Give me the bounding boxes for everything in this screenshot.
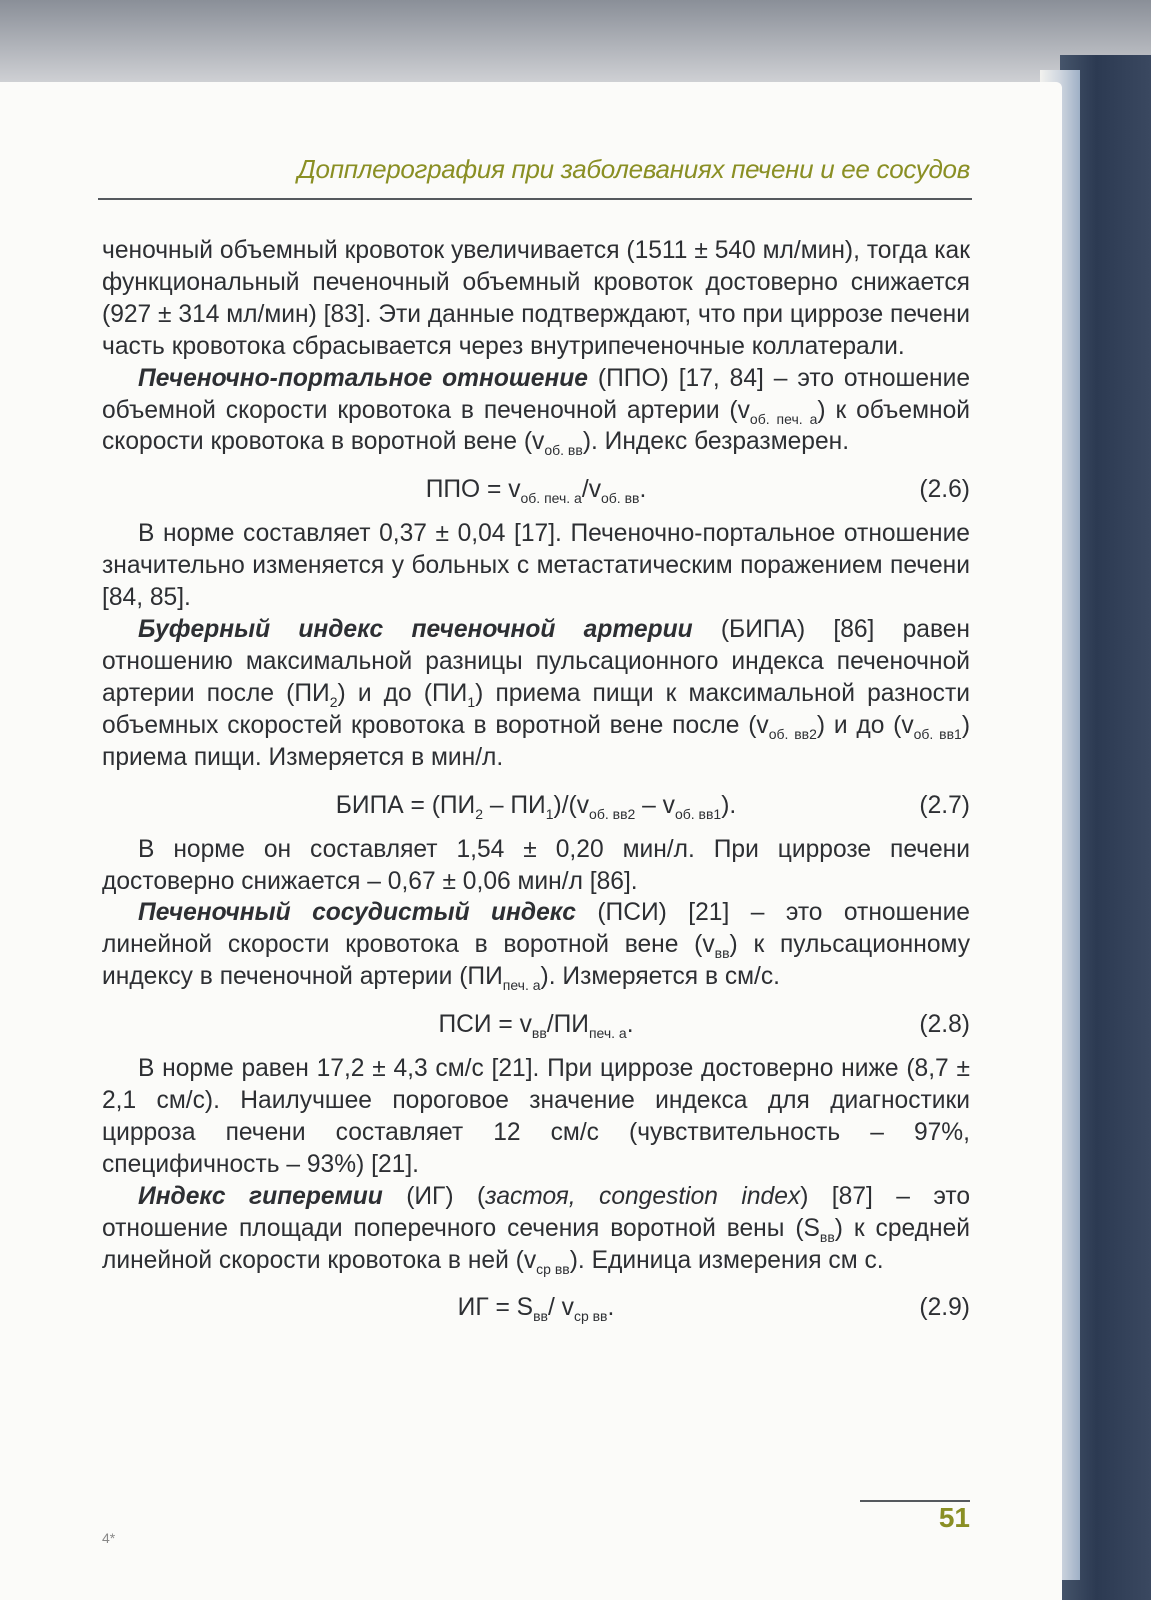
subscript: 1 [545,805,554,822]
text-run: ) [87] – это отношение площади поперечного сечения воротной вены (S [102,1182,970,1242]
formula-text: . [639,476,647,504]
text-run: ) и до (ПИ [337,679,468,707]
text-run: ). Индекс безразмерен. [582,428,850,456]
text-run: ) приема пищи. Измеряется в мин/л. [102,711,971,771]
text-run: (ИГ) ( [382,1182,486,1210]
formula-text: – v [635,791,675,819]
text-run: ) к средней линейной скорости кровотока в ней (v [102,1214,970,1274]
formula-number: (2.6) [919,476,970,504]
formula-text: ИГ = S [457,1294,534,1322]
term: Индекс гиперемии [138,1182,383,1210]
text-run: (БИПА) [86] равен отношению максимальной разницы пульсационного индекса печеночной артерии после (ПИ [102,616,971,707]
formula-number: (2.7) [919,791,970,819]
subscript: 2 [329,693,338,710]
formula-number: (2.9) [919,1294,970,1322]
paragraph: В норме он составляет 1,54 ± 0,20 мин/л. При циррозе печени достоверно снижается – 0,67 ± 0,06 мин/л [86]. [102,835,970,895]
subscript: об. печ. а [749,410,818,427]
formula-2-8 [102,1009,970,1041]
formula-text: ПСИ = v [438,1011,532,1039]
page-number: 51 [938,1502,970,1533]
header-rule [98,198,972,200]
formula-text: ППО = v [425,476,521,504]
subscript: ср вв [573,1308,608,1325]
scan-background [0,0,1151,95]
book-page [0,82,1062,1600]
text-run: ) приема пищи к максимальной разности объемных скоростей кровотока в воротной вене после (v [102,679,970,739]
subscript: вв [533,1308,548,1325]
signature-mark: 4* [102,1530,116,1546]
text-run: ) к пульсационному индексу в печеночной артерии (ПИ [102,931,971,991]
subscript: печ. а [588,1025,627,1042]
subscript: печ. а [502,977,541,994]
text-run: (ППО) [17, 84] – это отношение объемной скорости кровотока в печеночной артерии (v [102,364,970,424]
subscript: ср вв [536,1260,570,1277]
text-run: ) и до (v [816,711,914,739]
term: Печеночный сосудистый индекс [138,899,576,927]
term: Печеночно-портальное отношение [138,364,588,392]
subscript: 2 [475,805,484,822]
paragraph [102,363,970,459]
subscript: об. вв1 [674,805,722,822]
paragraph: В норме равен 17,2 ± 4,3 см/с [21]. При циррозе достоверно ниже (8,7 ± 2,1 см/с). Наилучшее пороговое значение индекса для диагностики цирроза печени составляет 12 см/с (чувствительность – 97%, специфичность – 93%) [21]. [102,1055,970,1178]
subscript: об. вв1 [913,725,962,742]
subscript: об. печ. а [520,490,582,507]
subscript: 1 [467,693,476,710]
subscript: вв [714,945,730,962]
formula-text: – ПИ [483,791,546,819]
paragraph [102,614,970,774]
text-run: ) к объемной скорости кровотока в воротной вене (v [102,396,970,456]
subscript: вв [531,1025,547,1042]
formula-2-6 [102,474,970,506]
formula-text: /v [581,476,601,504]
subscript: об. вв [601,490,640,507]
formula-text: / v [547,1294,574,1322]
paragraph [102,1181,970,1277]
running-title: Допплерография при заболеваниях печени и ее сосудов [297,154,970,184]
subscript: вв [819,1228,835,1245]
formula-text: ). [721,791,737,819]
subscript: об. вв [544,442,583,459]
formula-text: )/(v [553,791,590,819]
formula-2-9 [102,1292,970,1324]
formula-text: . [626,1011,634,1039]
formula-number: (2.8) [919,1011,970,1039]
formula-text: /ПИ [546,1011,589,1039]
formula-2-7 [102,790,970,822]
paragraph: ченочный объемный кровоток увеличивается (1511 ± 540 мл/мин), тогда как функциональный печеночный объемный кровоток достоверно снижается (927 ± 314 мл/мин) [83]. Эти данные подтверждают, что при циррозе печени часть кровотока сбрасывается через внутрипеченочные коллатерали. [102,237,970,360]
term: Буферный индекс печеночной артерии [138,616,693,644]
paragraph [102,897,970,993]
italic-text: застоя, congestion index [485,1182,801,1210]
paragraph: В норме составляет 0,37 ± 0,04 [17]. Печеночно-портальное отношение значительно изменяется у больных с метастатическим поражением печени [84, 85]. [102,520,970,612]
formula-text: . [607,1294,615,1322]
formula-text: БИПА = (ПИ [335,791,476,819]
text-run: ). Единица измерения см с. [569,1246,884,1274]
text-run: (ПСИ) [21] – это отношение линейной скорости кровотока в воротной вене (v [102,899,970,959]
subscript: об. вв2 [589,805,636,822]
text-run: ). Измеряется в см/с. [540,963,781,991]
page-body [102,235,970,1336]
subscript: об. вв2 [768,725,817,742]
